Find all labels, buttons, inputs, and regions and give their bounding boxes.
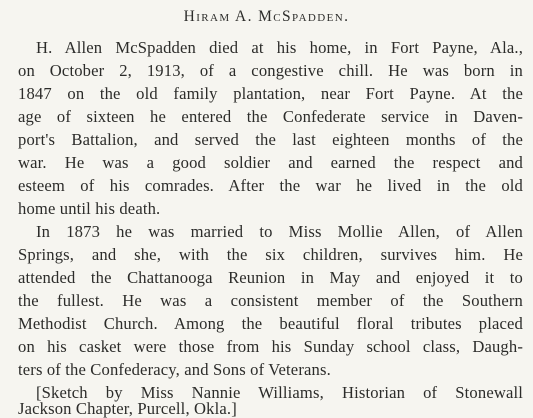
paragraph-2-line-2: Springs, and she, with the six children, survives him. He bbox=[18, 245, 523, 264]
obituary-title: Hiram A. McSpadden. bbox=[183, 8, 350, 25]
paragraph-2-line-3: attended the Chattanooga Reunion in May and enjoyed it to bbox=[18, 268, 523, 287]
paragraph-2-line-6: on his casket were those from his Sunday school class, Daugh- bbox=[18, 337, 523, 356]
paragraph-1-line-3: 1847 on the old family plantation, near Fort Payne. At the bbox=[18, 84, 523, 103]
paragraph-1-line-7: esteem of his comrades. After the war he lived in the old bbox=[18, 176, 523, 195]
paragraph-1-line-5: port's Battalion, and served the last eighteen months of the bbox=[18, 130, 523, 149]
paragraph-1-line-1: H. Allen McSpadden died at his home, in Fort Payne, Ala., bbox=[36, 38, 523, 57]
paragraph-2-line-1: In 1873 he was married to Miss Mollie Allen, of Allen bbox=[36, 222, 523, 241]
paragraph-2-line-5: Methodist Church. Among the beautiful floral tributes placed bbox=[18, 314, 523, 333]
sketch-credit-line-2: Jackson Chapter, Purcell, Okla.] bbox=[18, 399, 237, 418]
paragraph-1-line-8: home until his death. bbox=[18, 199, 161, 218]
paragraph-1-line-4: age of sixteen he entered the Confederate service in Daven- bbox=[18, 107, 523, 126]
paragraph-1-line-6: war. He was a good soldier and earned the respect and bbox=[18, 153, 523, 172]
paragraph-2-line-4: the fullest. He was a consistent member of the Southern bbox=[18, 291, 523, 310]
paragraph-2-line-7: ters of the Confederacy, and Sons of Veterans. bbox=[18, 360, 331, 379]
paragraph-1-line-2: on October 2, 1913, of a congestive chill. He was born in bbox=[18, 61, 523, 80]
sketch-credit-line-1: [Sketch by Miss Nannie Williams, Historian of Stonewall bbox=[36, 383, 523, 402]
